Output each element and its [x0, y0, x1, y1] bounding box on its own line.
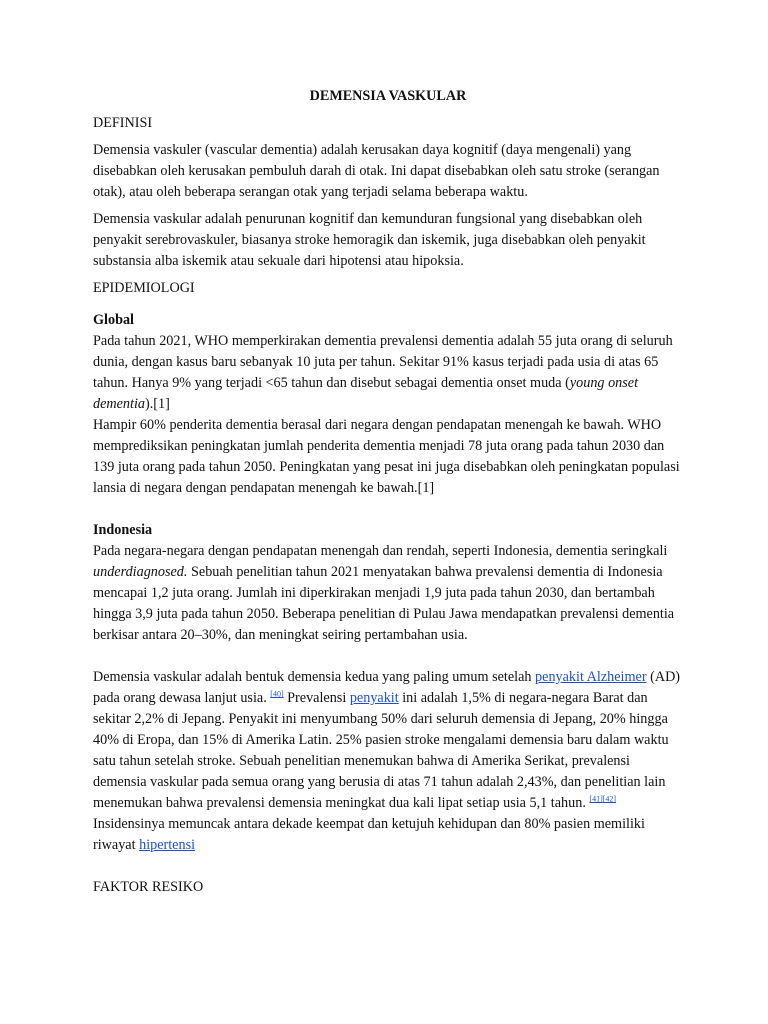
- indonesia-text: Pada negara-negara dengan pendapatan menengah dan rendah, seperti Indonesia, dementia seringkali: [93, 543, 668, 559]
- vaskular-text-5: Insidensinya memuncak antara dekade keempat dan ketujuh kehidupan dan 80% pasien memiliki riwayat: [93, 816, 645, 853]
- indonesia-tail: Sebuah penelitian tahun 2021 menyatakan bahwa prevalensi dementia di Indonesia mencapai 1,2 juta orang. Jumlah ini diperkirakan menjadi 1,9 juta pada tahun 2030, dan bertambah hingga 3,9 juta pada tahun 2050. Beberapa penelitian di Pulau Jawa mendapatkan prevalensi dementia berkisar antara 20–30%, dan meningkat seiring pertambahan usia.: [93, 564, 675, 643]
- citation-41-42: [589, 794, 616, 803]
- link-hipertensi[interactable]: hipertensi: [139, 837, 196, 853]
- indonesia-paragraph: [93, 541, 683, 646]
- global-p1-italic: young onset dementia: [93, 375, 639, 412]
- definisi-paragraph-2: Demensia vaskular adalah penurunan kognitif dan kemunduran fungsional yang disebabkan oleh penyakit serebrovaskuler, biasanya stroke hemoragik dan iskemik, juga disebabkan oleh penyakit substansia alba iskemik atau sekuale dari hipotensi atau hipoksia.: [93, 211, 646, 269]
- indonesia-italic: underdiagnosed.: [93, 564, 188, 580]
- link-penyakit-alzheimer[interactable]: penyakit Alzheimer: [535, 669, 647, 685]
- vaskular-text-4: ini adalah 1,5% di negara-negara Barat dan sekitar 2,2% di Jepang. Penyakit ini menyumbang 50% dari seluruh demensia di Jepang, 20% hingga 40% di Eropa, dan 15% di Amerika Latin. 25% pasien stroke mengalami demensia baru dalam waktu satu tahun setelah stroke. Sebuah penelitian menemukan bahwa di Amerika Serikat, prevalensi demensia vaskular pada semua orang yang berusia di atas 71 tahun adalah 2,43%, dan penelitian lain menemukan bahwa prevalensi demensia meningkat dua kali lipat setiap usia 5,1 tahun.: [93, 690, 669, 811]
- global-paragraph-1: [93, 331, 683, 415]
- document-title: DEMENSIA VASKULAR: [309, 88, 467, 104]
- global-p1-text: Pada tahun 2021, WHO memperkirakan dementia prevalensi dementia adalah 55 juta orang di seluruh dunia, dengan kasus baru sebanyak 10 juta per tahun. Sekitar 91% kasus terjadi pada usia di atas 65 tahun. Hanya 9% yang terjadi <65 tahun dan disebut sebagai dementia onset muda (: [93, 333, 673, 391]
- citation-link-42[interactable]: [42]: [602, 794, 617, 804]
- section-heading-definisi: DEFINISI: [93, 115, 153, 131]
- global-paragraph-2: Hampir 60% penderita dementia berasal dari negara dengan pendapatan menengah ke bawah. WHO memprediksikan peningkatan jumlah penderita dementia menjadi 78 juta orang pada tahun 2030 dan 139 juta orang pada tahun 2050. Peningkatan yang pesat ini juga disebabkan oleh peningkatan populasi lansia di negara dengan pendapatan menengah ke bawah.[1]: [93, 417, 680, 496]
- vaskular-paragraph: [93, 667, 683, 856]
- citation-40: [270, 689, 283, 698]
- definisi-paragraph-1: Demensia vaskuler (vascular dementia) adalah kerusakan daya kognitif (daya mengenali) yang disebabkan oleh kerusakan pembuluh darah di otak. Ini dapat disebabkan oleh satu stroke (serangan otak), atau oleh beberapa serangan otak yang terjadi selama beberapa waktu.: [93, 142, 660, 200]
- global-p1-tail: ).[1]: [145, 396, 170, 412]
- document-body: [93, 86, 683, 904]
- vaskular-text-3: Prevalensi: [283, 690, 350, 706]
- vaskular-text-1: Demensia vaskular adalah bentuk demensia kedua yang paling umum setelah: [93, 669, 536, 685]
- citation-link-40[interactable]: [40]: [270, 689, 284, 699]
- section-heading-faktor-resiko: FAKTOR RESIKO: [93, 879, 204, 895]
- vaskular-text-2: (AD) pada orang dewasa lanjut usia.: [93, 669, 681, 706]
- subheading-indonesia: Indonesia: [93, 522, 153, 538]
- link-penyakit[interactable]: penyakit: [349, 690, 399, 706]
- subheading-global: Global: [93, 312, 134, 328]
- section-heading-epidemiologi: EPIDEMIOLOGI: [93, 280, 195, 296]
- citation-link-41[interactable]: [41]: [589, 794, 603, 804]
